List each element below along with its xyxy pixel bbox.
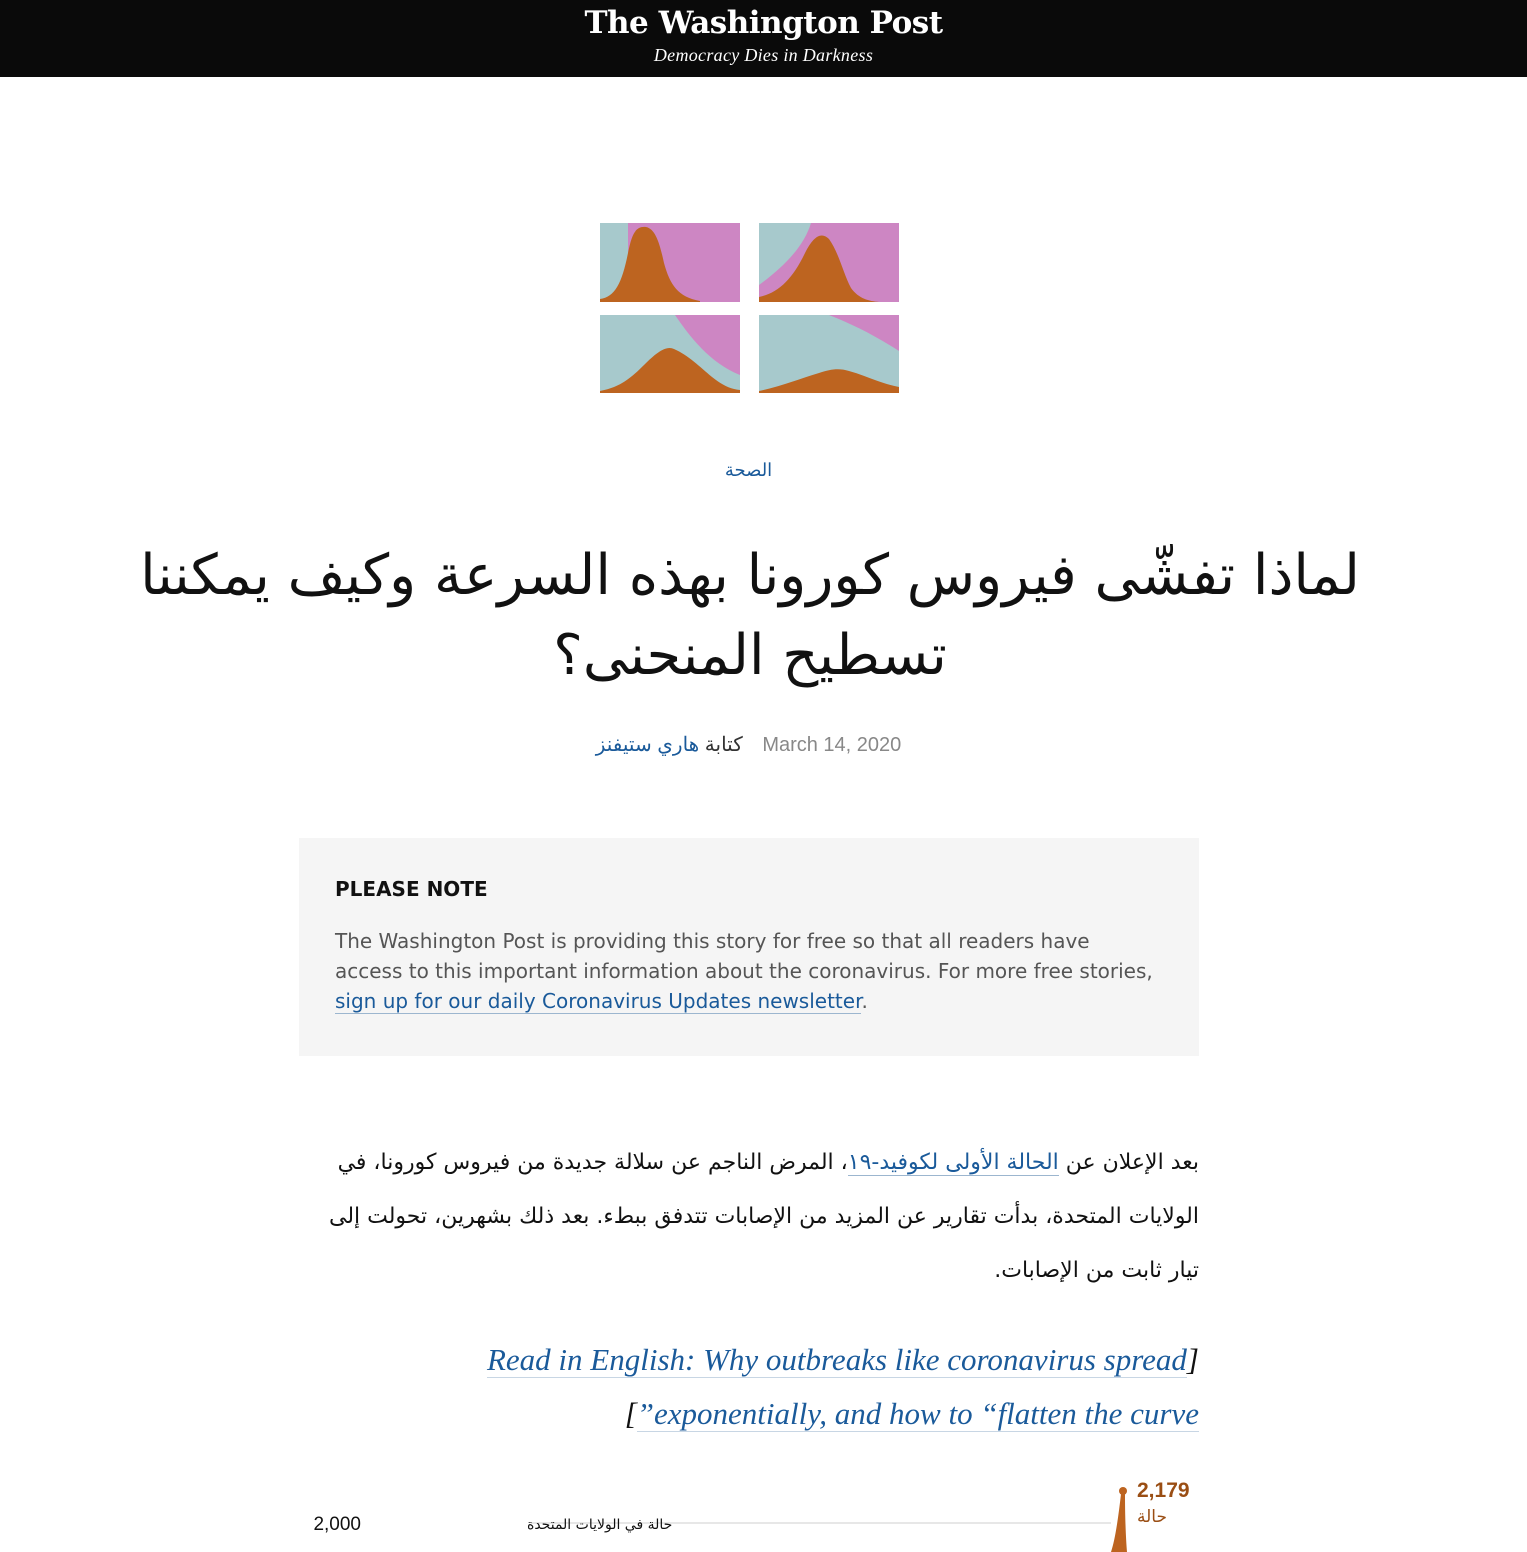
cases-curve [1111,1494,1127,1552]
latest-value-label: 2,179 [1137,1479,1190,1502]
masthead [0,0,1527,77]
byline [0,732,1497,758]
gridline-value-label: 2,000 [313,1514,361,1535]
hero-illustration [600,223,900,393]
please-note-box [299,838,1199,1056]
note-body-end: . [861,989,868,1013]
hero-panel-bottom-right [759,315,899,393]
site-logo[interactable]: The Washington Post [584,5,943,41]
bracket-open: [ [624,1396,637,1431]
first-case-link[interactable]: الحالة الأولى لكوفيد-١٩ [847,1150,1059,1175]
bracket-close: ] [1186,1342,1199,1377]
note-body-text: The Washington Post is providing this story for free so that all readers have access to this important information about the coronavirus. For more free stories, [335,929,1153,983]
paragraph-part-1: بعد الإعلان عن [1065,1150,1199,1175]
english-version-link-block [299,1333,1199,1441]
headline-line-1: لماذا تفشّى فيروس كورونا بهذه السرعة وكيف يمكننا [140,543,1360,608]
byline-prefix: كتابة [704,734,743,756]
latest-unit-label: حالة [1137,1507,1167,1527]
cases-chart [299,1470,1219,1552]
site-tagline: Democracy Dies in Darkness [653,45,874,65]
byline-author [596,734,743,756]
note-title: PLEASE NOTE [335,877,488,901]
publish-date: March 14, 2020 [762,734,902,756]
headline-line-2: تسطيح المنحنى؟ [553,623,947,688]
english-link-line-1[interactable]: Read in English: Why outbreaks like coronavirus spread [486,1342,1187,1377]
hero-panel-bottom-left [600,315,740,393]
hero-panel-top-left [600,223,740,302]
hero-panel-top-right [759,223,899,302]
english-link-line-2[interactable]: ”exponentially, and how to “flatten the curve [636,1396,1199,1431]
article-paragraph [299,1136,1199,1298]
latest-point [1119,1487,1127,1495]
paragraph-part-2: ، المرض الناجم عن سلالة جديدة من فيروس كورونا، في الولايات المتحدة، بدأت تقارير عن المزيد من الإصابات تتدفق ببطء. بعد ذلك بشهرين، تحولت إلى تيار ثابت من الإصابات. [328,1150,1199,1283]
note-body [335,926,1163,1016]
article-headline [100,536,1400,696]
article-category-link[interactable]: الصحة [724,460,773,480]
author-link[interactable]: هاري ستيفنز [595,734,700,756]
newsletter-signup-link[interactable]: sign up for our daily Coronavirus Updates newsletter [335,989,862,1013]
y-axis-label: حالة في الولايات المتحدة [527,1517,673,1533]
